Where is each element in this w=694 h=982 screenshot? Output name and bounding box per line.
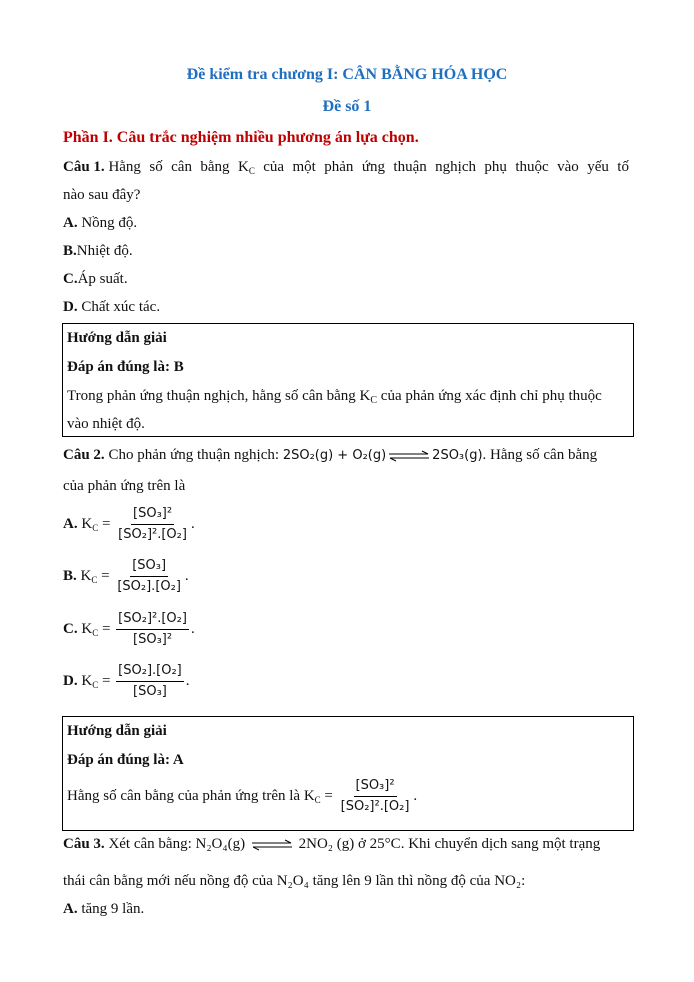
q1-text-line2: nào sau đây? (63, 187, 141, 203)
q1-solution-heading: Hướng dẫn giải (67, 330, 167, 346)
q1-solution-text-line2: vào nhiệt độ. (67, 416, 145, 432)
q2-solution-formula: $\frac{\text{[SO₃]²}}{\text{[SO₂]².[O₂]}}$ (340, 778, 410, 814)
q2-option-a-formula: $\frac{\text{[SO₃]²}}{\text{[SO₂]².[O₂]}}$ (118, 506, 187, 542)
q2-text-line2: của phản ứng trên là (63, 478, 186, 494)
q1-solution-answer: Đáp án đúng là: B (67, 359, 184, 375)
q2-option-d[interactable]: D. $K_C$ = $\frac{\text{[SO₂].[O₂]}}{\text{[SO₃]}}$ . (63, 663, 190, 699)
q2-text-line1: Câu 2. Cho phản ứng thuận nghịch: 2SO₂(g) + O₂(g) 2SO₃(g). Hằng số cân bằng (63, 447, 598, 463)
q2-solution-box (62, 716, 634, 831)
q2-option-c-formula: $\frac{\text{[SO₂]².[O₂]}}{\text{[SO₃]²}}$ (118, 611, 187, 647)
q1-solution-box (62, 323, 634, 437)
q2-solution-text: Hằng số cân bằng của phản ứng trên là $K_C$ = $\frac{\text{[SO₃]²}}{\text{[SO₂]².[O₂]}}$ . (67, 778, 418, 814)
q2-reaction-left: 2SO₂(g) + O₂(g) (282, 448, 387, 463)
section-title: Phần I. Câu trắc nghiệm nhiều phương án lựa chọn. (63, 129, 419, 146)
q1-option-c[interactable]: C.Áp suất. (63, 271, 128, 287)
equilibrium-arrow-icon (388, 450, 430, 462)
document-subtitle: Đề số 1 (322, 98, 372, 115)
q2-label: Câu 2. (63, 447, 105, 463)
q1-text-line1: Câu 1. Hằng số cân bằng $K_C$ của một phản ứng thuận nghịch phụ thuộc vào yếu tố (63, 159, 629, 176)
q1-option-d[interactable]: D. Chất xúc tác. (63, 299, 161, 315)
q3-label: Câu 3. (63, 836, 105, 852)
q1-label: Câu 1. (63, 159, 105, 175)
q3-option-a[interactable]: A. tăng 9 lần. (63, 901, 145, 917)
document-title: Đề kiểm tra chương I: CÂN BẰNG HÓA HỌC (186, 66, 508, 83)
q2-option-b-formula: $\frac{\text{[SO₃]}}{\text{[SO₂].[O₂]}}$ (117, 558, 181, 594)
q3-text-line1: Câu 3. Xét cân bằng: N₂O₄(g) 2NO₂ (g) ở 25°C. Khi chuyển dịch sang một trạng (63, 836, 601, 852)
q2-option-b[interactable]: B. $K_C$ = $\frac{\text{[SO₃]}}{\text{[SO₂].[O₂]}}$ . (63, 558, 189, 594)
q2-option-d-formula: $\frac{\text{[SO₂].[O₂]}}{\text{[SO₃]}}$ (118, 663, 182, 699)
q2-reaction-right: 2SO₃(g) (432, 448, 483, 463)
q1-option-a[interactable]: A. Nồng độ. (63, 215, 138, 231)
q2-option-a[interactable]: A. $K_C$ = $\frac{\text{[SO₃]²}}{\text{[SO₂]².[O₂]}}$ . (63, 506, 195, 542)
q1-option-b[interactable]: B.Nhiệt độ. (63, 243, 133, 259)
q3-text-line2: thái cân bằng mới nếu nồng độ của N₂O₄ tăng lên 9 lần thì nồng độ của NO₂: (63, 873, 526, 889)
q2-solution-answer: Đáp án đúng là: A (67, 752, 184, 768)
q2-option-c[interactable]: C. $K_C$ = $\frac{\text{[SO₂]².[O₂]}}{\text{[SO₃]²}}$ . (63, 611, 195, 647)
equilibrium-arrow-icon (251, 839, 293, 851)
q2-solution-heading: Hướng dẫn giải (67, 723, 167, 739)
q1-solution-text-line1: Trong phản ứng thuận nghịch, hằng số cân bằng $K_C$ của phản ứng xác định chỉ phụ thuộc (67, 388, 602, 406)
